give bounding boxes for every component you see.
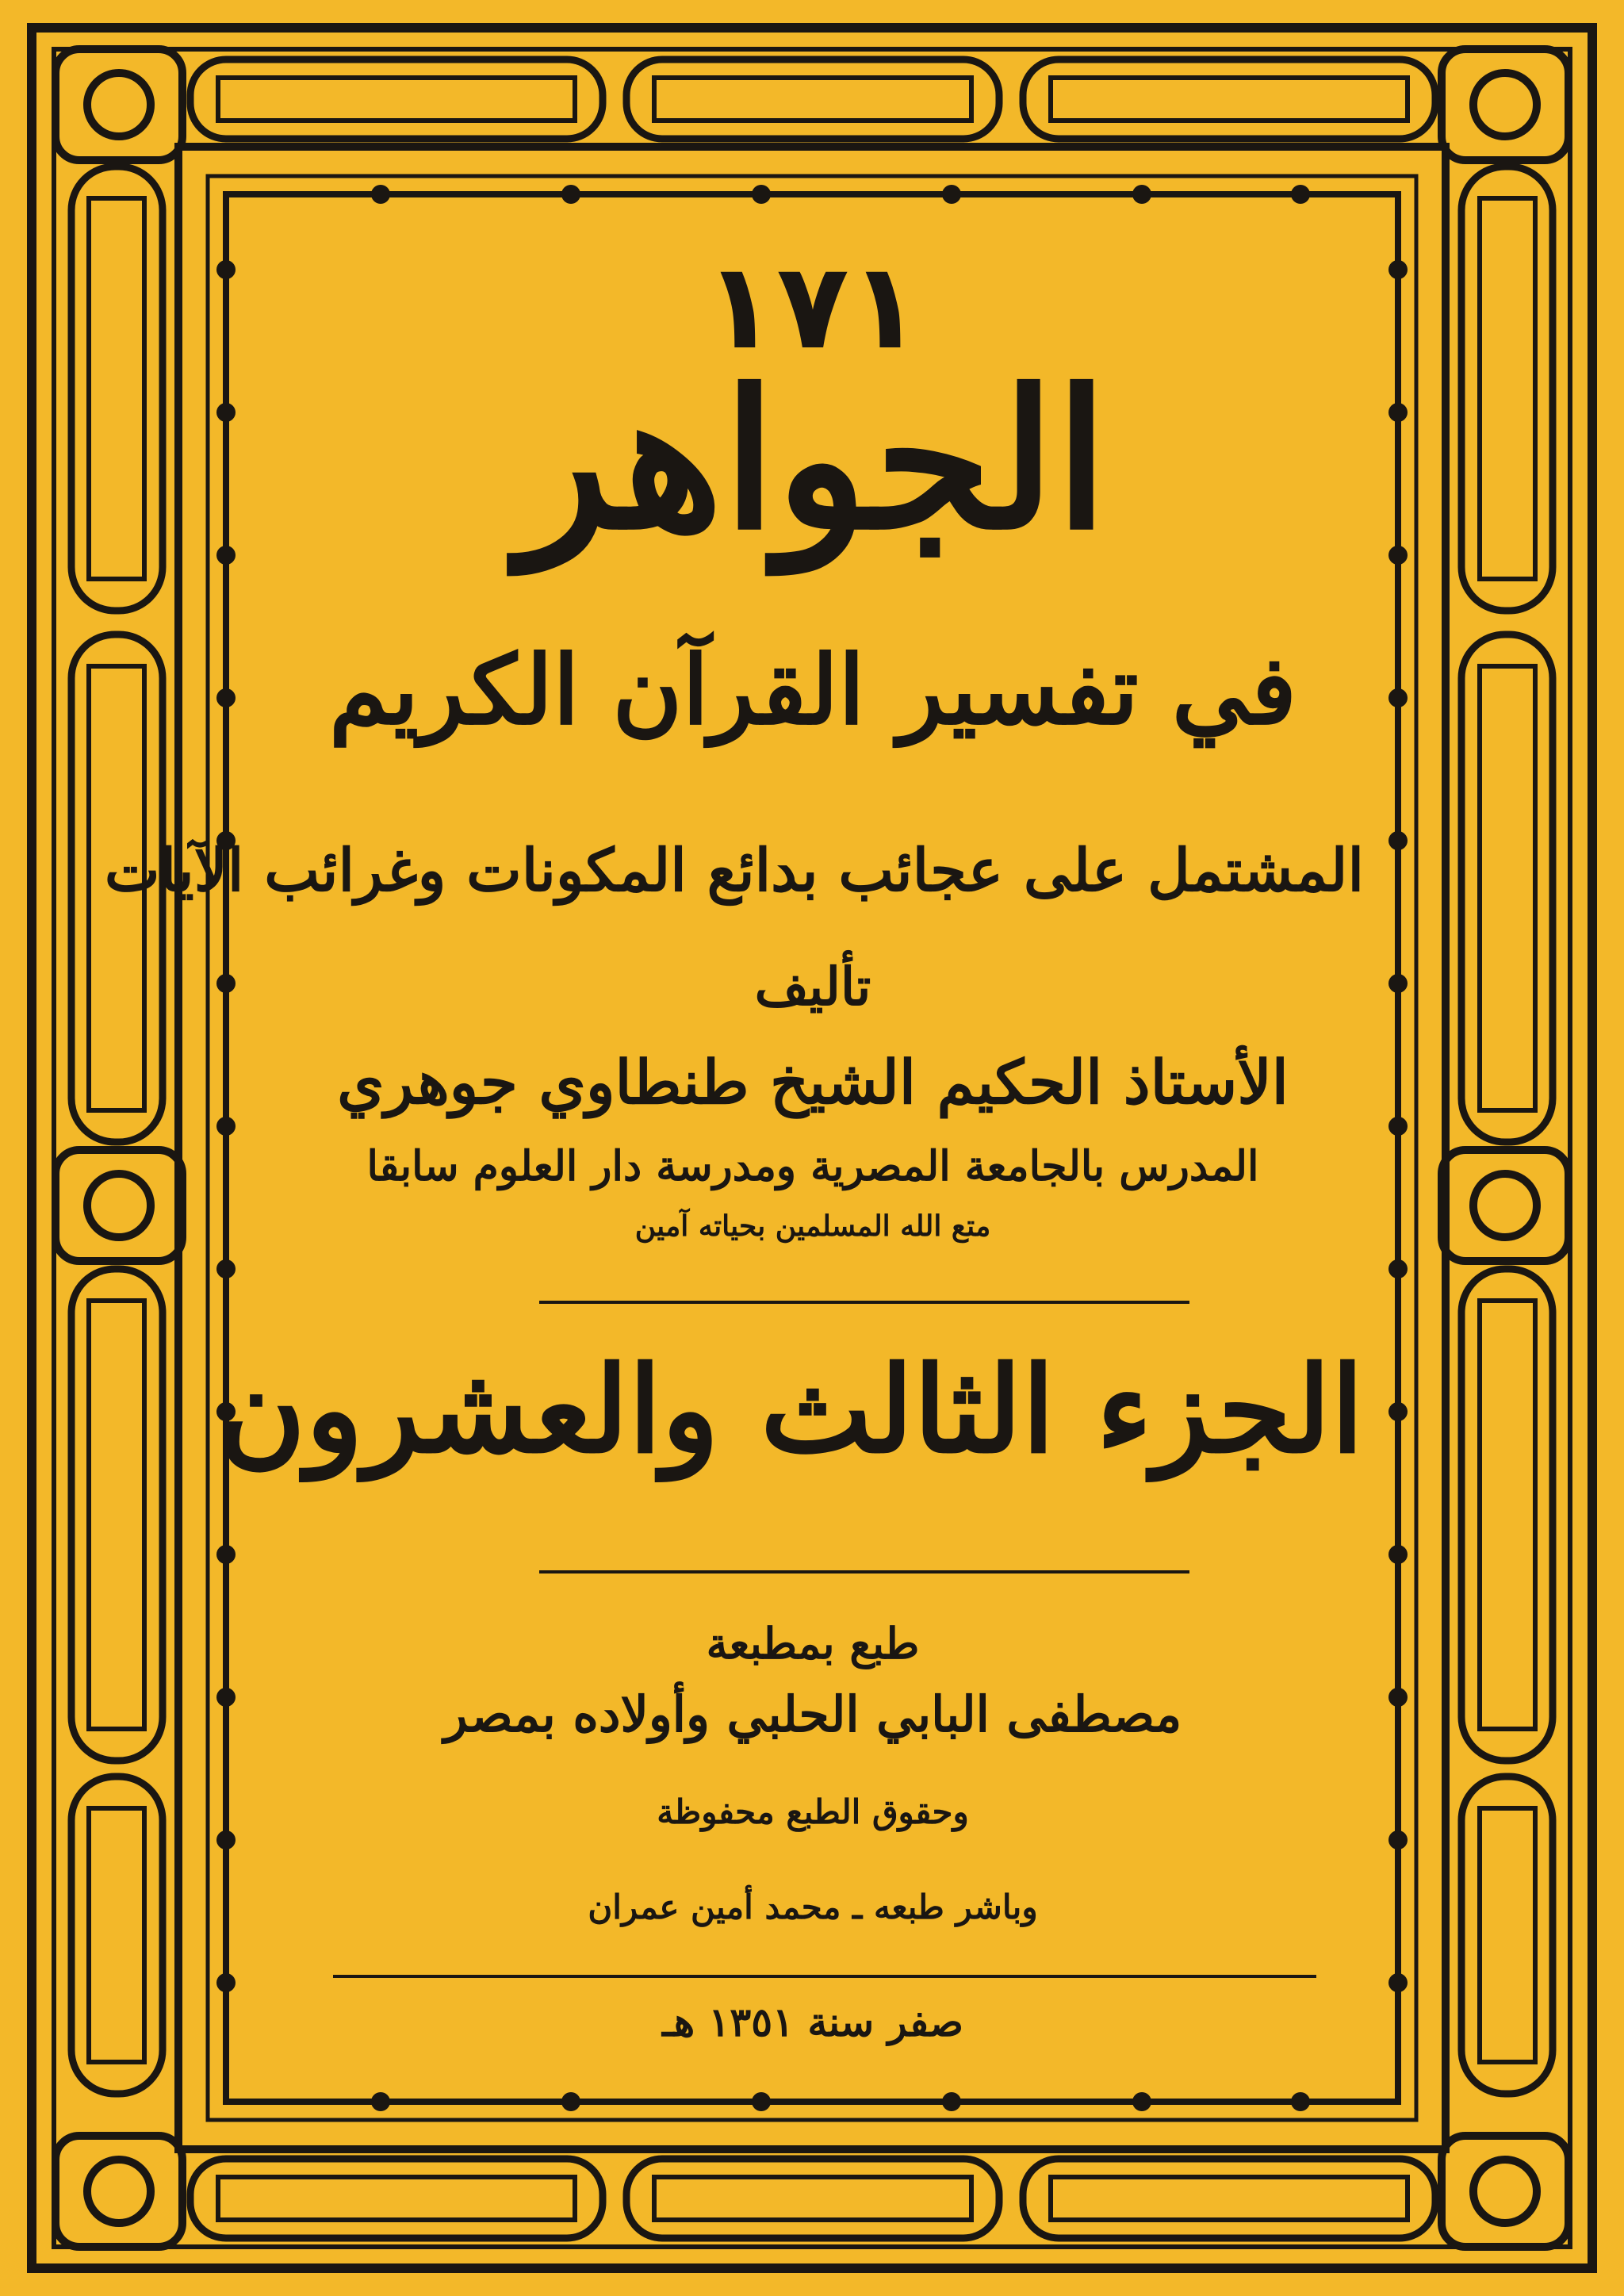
cover-text-block — [104, 0, 1364, 2296]
divider-bottom — [333, 1975, 1316, 1978]
series-number: ١٧١ — [703, 238, 922, 376]
publication-date: صفر سنة ١٣٥١ هـ — [662, 1999, 963, 2045]
rights-notice: وحقوق الطبع محفوظة — [657, 1792, 969, 1831]
publisher-name: مصطفى البابي الحلبي وأولاده بمصر — [443, 1685, 1182, 1743]
divider-middle — [539, 1570, 1189, 1573]
book-description: المشتمل على عجائب بدائع المكونات وغرائب الآيات — [104, 837, 1364, 905]
authorship-label: تأليف — [754, 956, 871, 1018]
divider-top — [539, 1301, 1189, 1304]
printed-at-label: طبع بمطبعة — [706, 1618, 920, 1669]
author-name: الأستاذ الحكيم الشيخ طنطاوي جوهري — [337, 1047, 1289, 1117]
blessing-line: متع الله المسلمين بحياته آمين — [634, 1209, 991, 1243]
author-position: المدرس بالجامعة المصرية ومدرسة دار العلوم سابقا — [366, 1142, 1259, 1190]
volume-title: الجزء الثالث والعشرون — [218, 1340, 1364, 1480]
print-supervisor: وباشر طبعه ـ محمد أمين عمران — [588, 1888, 1038, 1926]
book-title-subtitle: في تفسير القرآن الكريم — [328, 634, 1297, 746]
book-title: الجواهر — [517, 348, 1109, 572]
